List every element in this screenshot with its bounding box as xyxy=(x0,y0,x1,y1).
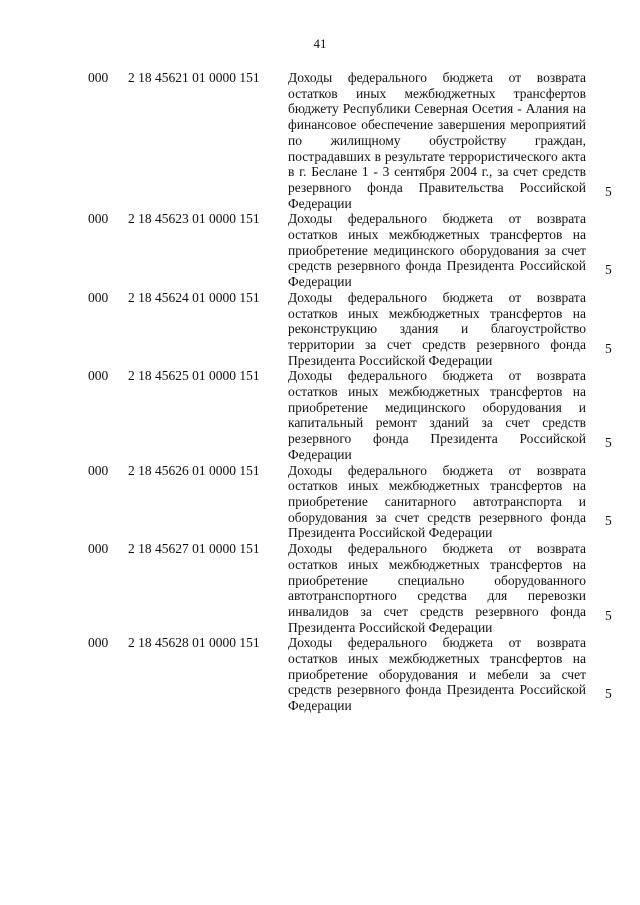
page-number: 41 xyxy=(313,36,327,51)
revenue-description: Доходы федерального бюджета от возврата остатков иных межбюджетных трансфертов на приобретение медицинского оборудования за счет средств резервного фонда Президента Российской Федерации xyxy=(288,211,586,290)
admin-code: 000 xyxy=(88,70,109,85)
budget-classification-code: 2 18 45627 01 0000 151 xyxy=(128,541,260,557)
admin-code: 000 xyxy=(88,289,109,305)
table-row xyxy=(0,211,640,290)
budget-codes-table xyxy=(0,70,640,714)
table-row xyxy=(0,368,640,462)
budget-classification-code: 2 18 45623 01 0000 151 xyxy=(128,211,260,227)
table-row xyxy=(0,635,640,714)
revenue-description: Доходы федерального бюджета от возврата остатков иных межбюджетных трансфертов на реконструкцию здания и благоустройство территории за счет средств резервного фонда Президента Российской Федерации xyxy=(288,289,586,368)
budget-classification-code: 2 18 45621 01 0000 151 xyxy=(128,70,260,85)
admin-code: 000 xyxy=(88,541,109,557)
amount-value: 5 xyxy=(605,434,612,450)
revenue-description: Доходы федерального бюджета от возврата остатков иных межбюджетных трансфертов на приобретение санитарного автотранспорта и оборудования за счет средств резервного фонда Президента Российской Федерации xyxy=(288,462,586,541)
table-row xyxy=(0,290,640,369)
revenue-description: Доходы федерального бюджета от возврата остатков иных межбюджетных трансфертов на приобретение оборудования и мебели за счет средств резервного фонда Президента Российской Федерации xyxy=(288,635,586,714)
admin-code: 000 xyxy=(88,368,109,384)
admin-code: 000 xyxy=(88,211,109,227)
revenue-description: Доходы федерального бюджета от возврата остатков иных межбюджетных трансфертов на приобретение медицинского оборудования и капитальный ремонт зданий за счет средств резервного фонда Президента Российской Федерации xyxy=(288,368,586,462)
admin-code: 000 xyxy=(88,462,109,478)
budget-classification-code: 2 18 45628 01 0000 151 xyxy=(128,635,260,651)
amount-value: 5 xyxy=(605,686,612,702)
budget-classification-code: 2 18 45626 01 0000 151 xyxy=(128,462,260,478)
admin-code: 000 xyxy=(88,635,109,651)
amount-value: 5 xyxy=(605,607,612,623)
budget-classification-code: 2 18 45625 01 0000 151 xyxy=(128,368,260,384)
revenue-description: Доходы федерального бюджета от возврата остатков иных межбюджетных трансфертов на приобретение специально оборудованного автотранспортного средства для перевозки инвалидов за счет средств резервного фонда Президента Российской Федерации xyxy=(288,541,586,635)
table-row xyxy=(0,541,640,635)
table-row xyxy=(0,463,640,542)
amount-value: 5 xyxy=(605,340,612,356)
amount-value: 5 xyxy=(605,183,612,199)
budget-classification-code: 2 18 45624 01 0000 151 xyxy=(128,289,260,305)
amount-value: 5 xyxy=(605,513,612,529)
revenue-description: Доходы федерального бюджета от возврата остатков иных межбюджетных трансфертов бюджету Республики Северная Осетия - Алания на финансовое обеспечение завершения мероприятий по жилищному обустройству граждан, пострадавших в результате террористического акта в г. Беслане 1 - 3 сентября 2004 г., за счет средств резервного фонда Правительства Российской Федерации xyxy=(288,70,586,211)
amount-value: 5 xyxy=(605,262,612,278)
table-row xyxy=(0,70,640,211)
